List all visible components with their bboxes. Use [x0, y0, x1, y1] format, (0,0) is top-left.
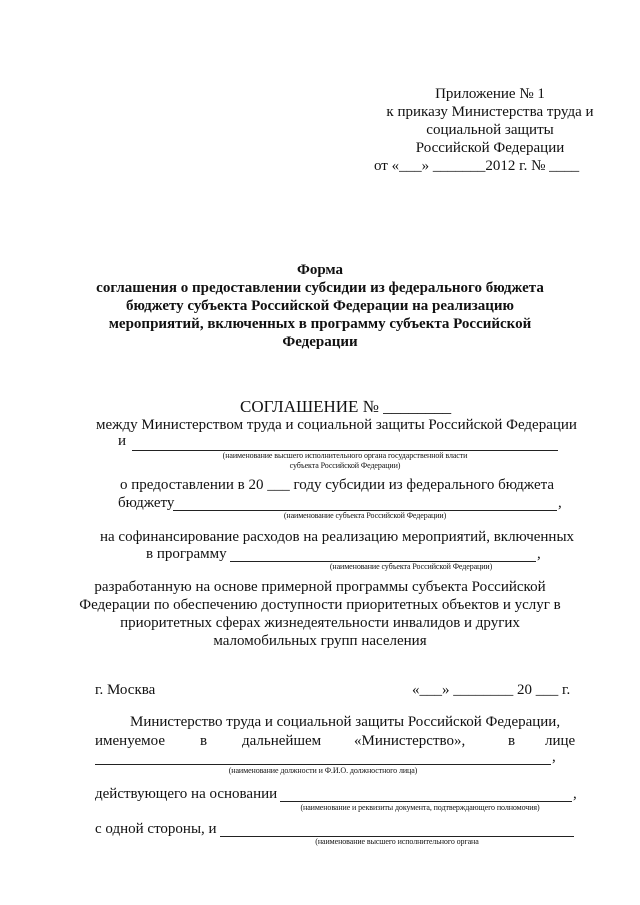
budget-comma: ,: [558, 495, 562, 511]
appendix-number: Приложение № 1: [435, 86, 545, 102]
developed-line: маломобильных групп населения: [213, 633, 427, 649]
developed-line: разработанную на основе примерной программы субъекта Российской: [94, 579, 546, 595]
city: г. Москва: [95, 682, 156, 698]
document-note: (наименование и реквизиты документа, подтверждающего полномочия): [300, 803, 540, 812]
executive-note: (наименование высшего исполнительного органа: [315, 837, 479, 846]
authority-note: (наименование высшего исполнительного органа государственной власти: [222, 451, 468, 460]
developed-line: Федерации по обеспечению доступности приоритетных объектов и услуг в: [79, 597, 561, 613]
appendix-order-ref: к приказу Министерства труда и: [386, 104, 594, 120]
agreement-heading: СОГЛАШЕНИЕ № ________: [240, 397, 452, 416]
form-title-line: Федерации: [282, 334, 358, 350]
body-word: лице: [545, 733, 576, 749]
form-title-word: Форма: [296, 262, 344, 278]
appendix-country: Российской Федерации: [415, 140, 565, 156]
program-comma: ,: [537, 546, 541, 562]
authority-note: субъекта Российской Федерации): [289, 461, 401, 470]
form-title-line: соглашения о предоставлении субсидии из федерального бюджета: [96, 280, 544, 296]
appendix-ministry: социальной защиты: [426, 122, 554, 138]
provision-line: о предоставлении в 20 ___ году субсидии из федерального бюджета: [120, 477, 555, 493]
body-word: в: [200, 733, 208, 749]
subject-note: (наименование субъекта Российской Федерации): [329, 562, 493, 571]
body-word: именуемое: [95, 733, 165, 749]
agreement-date: «___» ________ 20 ___ г.: [412, 682, 571, 698]
acting-prefix: действующего на основании: [95, 786, 278, 802]
side-prefix: с одной стороны, и: [95, 821, 217, 837]
authority-document-field[interactable]: [280, 801, 572, 802]
acting-comma: ,: [573, 786, 577, 802]
form-title-line: мероприятий, включенных в программу субъекта Российской: [108, 316, 532, 332]
position-comma: ,: [552, 749, 556, 765]
budget-prefix: бюджету: [118, 495, 175, 511]
body-word: «Министерство»,: [354, 733, 466, 749]
and-prefix: и: [118, 433, 127, 449]
body-word: в: [508, 733, 516, 749]
position-note: (наименование должности и Ф.И.О. должностного лица): [228, 766, 418, 775]
developed-line: приоритетных сферах жизнедеятельности инвалидов и других: [120, 615, 520, 631]
form-title-line: бюджету субъекта Российской Федерации на реализацию: [125, 298, 515, 314]
body-word: дальнейшем: [242, 733, 322, 749]
position-name-field[interactable]: [95, 764, 551, 765]
appendix-date-number: от «___» _______2012 г. № ____: [374, 158, 580, 174]
body-line: Министерство труда и социальной защиты Российской Федерации,: [130, 714, 561, 730]
subject-note: (наименование субъекта Российской Федерации): [283, 511, 447, 520]
cofinancing-line: на софинансирование расходов на реализацию мероприятий, включенных: [100, 529, 575, 545]
agreement-between: между Министерством труда и социальной защиты Российской Федерации: [96, 417, 577, 433]
program-prefix: в программу: [146, 546, 227, 562]
